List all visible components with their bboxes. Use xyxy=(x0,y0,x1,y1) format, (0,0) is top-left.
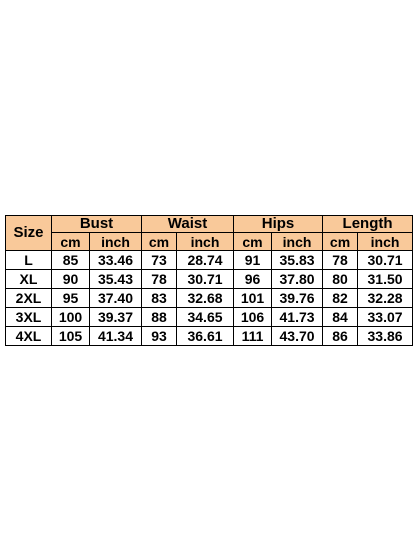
length-inch-cell: 33.86 xyxy=(358,327,413,346)
size-cell: 2XL xyxy=(6,289,52,308)
waist-inch-cell: 34.65 xyxy=(177,308,234,327)
length-inch-cell: 31.50 xyxy=(358,270,413,289)
group-header-waist: Waist xyxy=(142,216,234,233)
table-row xyxy=(6,327,413,346)
header-row-units xyxy=(6,233,413,251)
table-row xyxy=(6,308,413,327)
table-row xyxy=(6,270,413,289)
size-cell: 3XL xyxy=(6,308,52,327)
bust-cm-cell: 105 xyxy=(52,327,90,346)
hips-cm-cell: 106 xyxy=(234,308,272,327)
hips-cm-cell: 101 xyxy=(234,289,272,308)
unit-header-bust-inch: inch xyxy=(90,233,142,251)
bust-inch-cell: 37.40 xyxy=(90,289,142,308)
length-inch-cell: 33.07 xyxy=(358,308,413,327)
unit-header-length-inch: inch xyxy=(358,233,413,251)
waist-inch-cell: 28.74 xyxy=(177,251,234,270)
unit-header-waist-inch: inch xyxy=(177,233,234,251)
group-header-hips: Hips xyxy=(234,216,323,233)
hips-inch-cell: 37.80 xyxy=(272,270,323,289)
hips-inch-cell: 41.73 xyxy=(272,308,323,327)
length-inch-cell: 30.71 xyxy=(358,251,413,270)
length-cm-cell: 84 xyxy=(323,308,358,327)
size-cell: 4XL xyxy=(6,327,52,346)
table-row xyxy=(6,251,413,270)
hips-inch-cell: 35.83 xyxy=(272,251,323,270)
size-header: Size xyxy=(6,216,52,251)
waist-inch-cell: 30.71 xyxy=(177,270,234,289)
length-inch-cell: 32.28 xyxy=(358,289,413,308)
hips-cm-cell: 91 xyxy=(234,251,272,270)
waist-cm-cell: 78 xyxy=(142,270,177,289)
table-row xyxy=(6,289,413,308)
group-header-bust: Bust xyxy=(52,216,142,233)
length-cm-cell: 82 xyxy=(323,289,358,308)
size-cell: XL xyxy=(6,270,52,289)
size-chart-table xyxy=(5,215,413,346)
bust-inch-cell: 35.43 xyxy=(90,270,142,289)
bust-cm-cell: 85 xyxy=(52,251,90,270)
unit-header-bust-cm: cm xyxy=(52,233,90,251)
hips-inch-cell: 43.70 xyxy=(272,327,323,346)
waist-inch-cell: 32.68 xyxy=(177,289,234,308)
waist-cm-cell: 83 xyxy=(142,289,177,308)
bust-inch-cell: 41.34 xyxy=(90,327,142,346)
waist-inch-cell: 36.61 xyxy=(177,327,234,346)
hips-inch-cell: 39.76 xyxy=(272,289,323,308)
hips-cm-cell: 111 xyxy=(234,327,272,346)
size-cell: L xyxy=(6,251,52,270)
unit-header-hips-cm: cm xyxy=(234,233,272,251)
group-header-length: Length xyxy=(323,216,413,233)
unit-header-length-cm: cm xyxy=(323,233,358,251)
length-cm-cell: 86 xyxy=(323,327,358,346)
bust-inch-cell: 33.46 xyxy=(90,251,142,270)
bust-cm-cell: 100 xyxy=(52,308,90,327)
unit-header-waist-cm: cm xyxy=(142,233,177,251)
waist-cm-cell: 93 xyxy=(142,327,177,346)
bust-inch-cell: 39.37 xyxy=(90,308,142,327)
length-cm-cell: 78 xyxy=(323,251,358,270)
header-row-groups xyxy=(6,216,413,233)
bust-cm-cell: 95 xyxy=(52,289,90,308)
length-cm-cell: 80 xyxy=(323,270,358,289)
hips-cm-cell: 96 xyxy=(234,270,272,289)
unit-header-hips-inch: inch xyxy=(272,233,323,251)
waist-cm-cell: 73 xyxy=(142,251,177,270)
waist-cm-cell: 88 xyxy=(142,308,177,327)
bust-cm-cell: 90 xyxy=(52,270,90,289)
